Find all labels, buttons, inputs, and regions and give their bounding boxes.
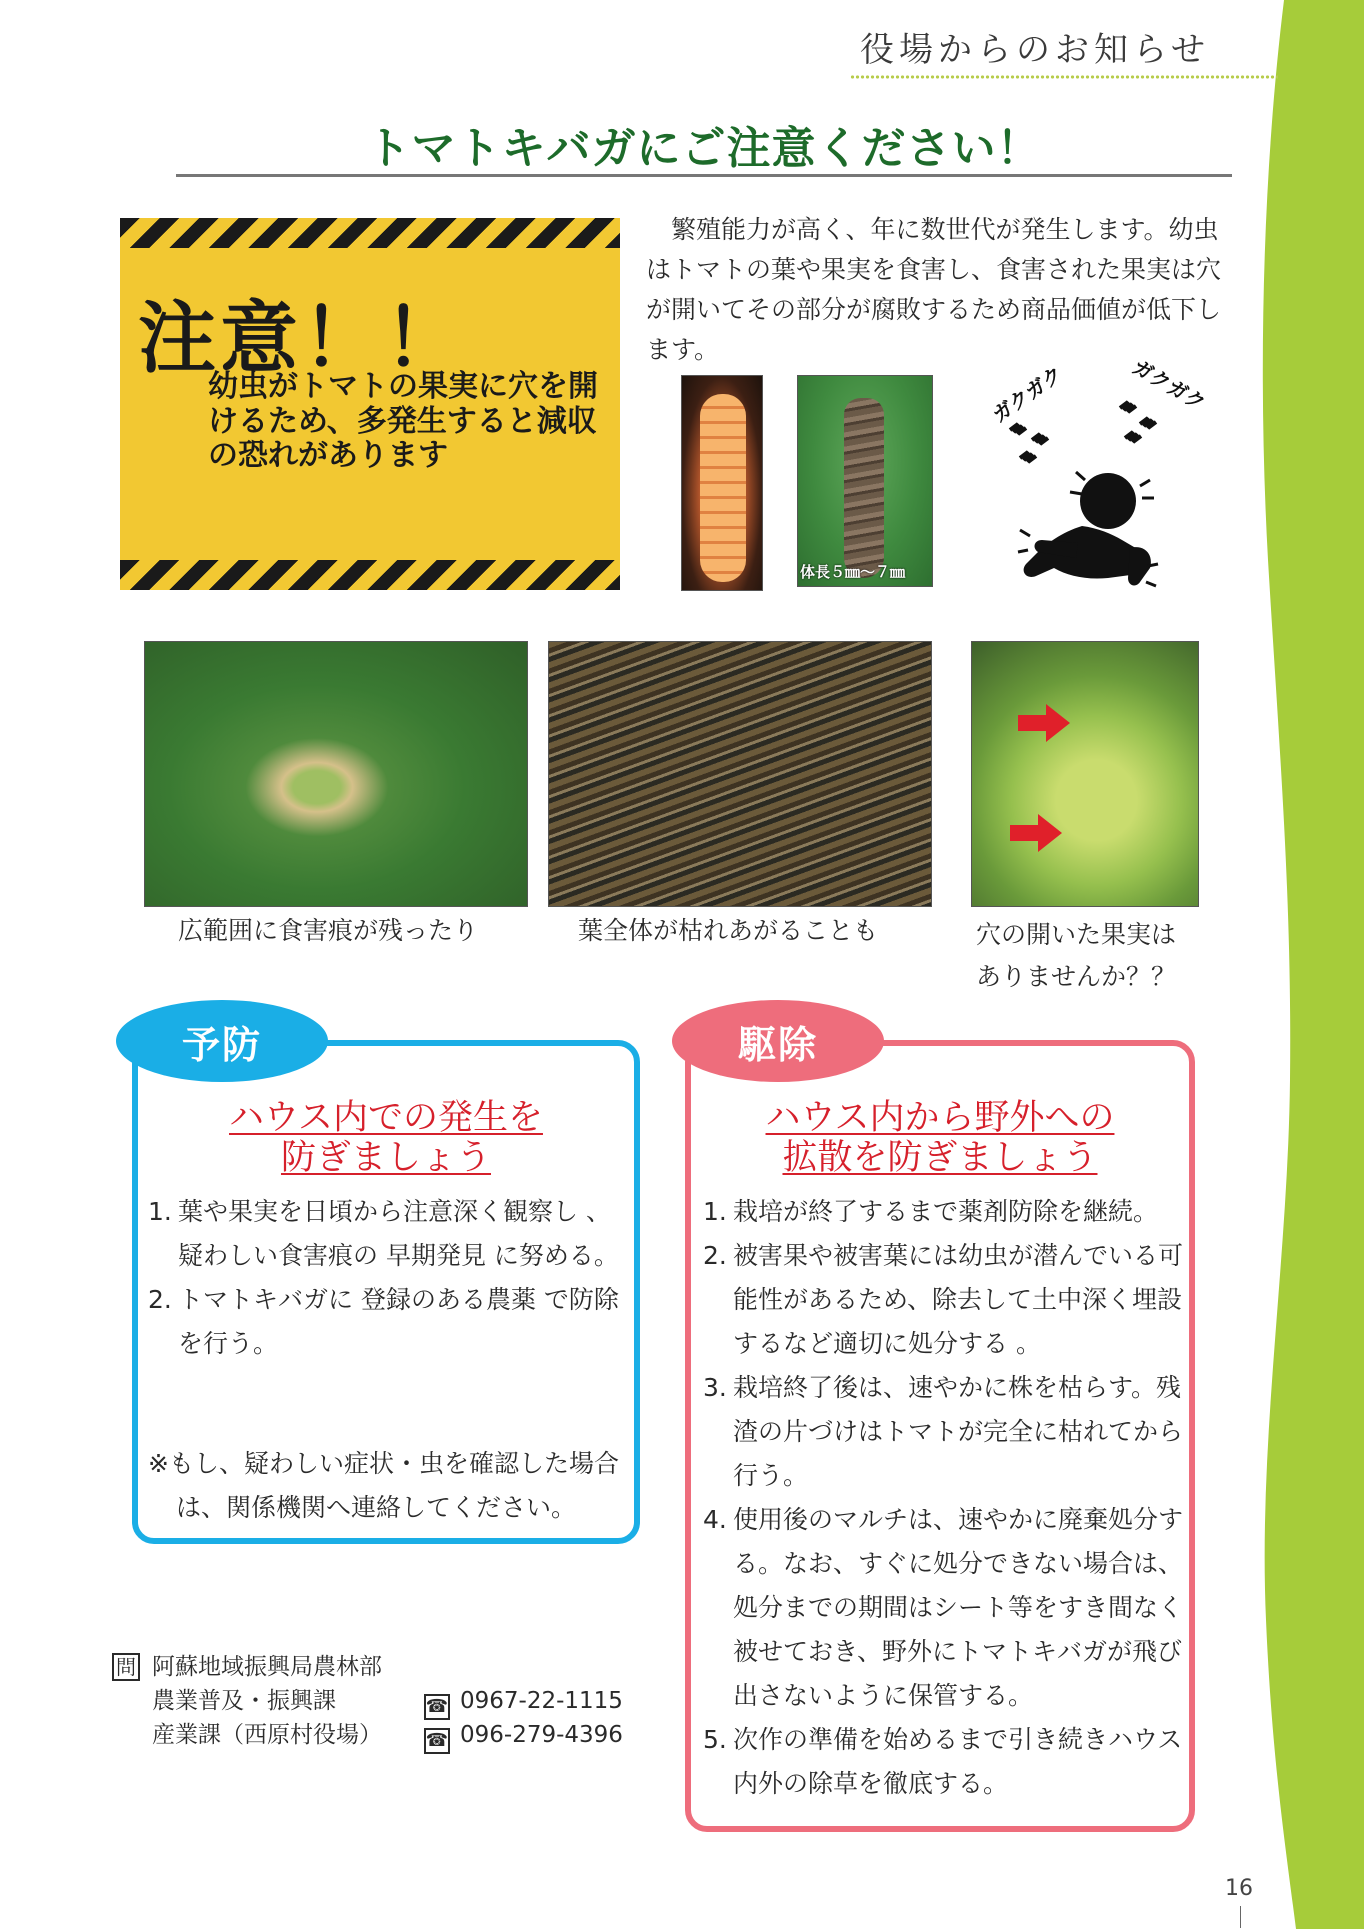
moth-photo — [797, 375, 933, 587]
contact-info — [112, 1650, 632, 1752]
withered-leaves-caption: 葉全体が枯れあがることも — [578, 916, 879, 945]
fruit-caption-line2: ありませんか？？ — [976, 962, 1177, 991]
phone-icon: ☎ — [424, 1728, 450, 1754]
contact-row — [112, 1718, 632, 1752]
sfx-left: ガクガク — [987, 361, 1068, 428]
inquiry-mark-icon: 問 — [112, 1653, 140, 1681]
extermination-heading — [700, 1098, 1180, 1178]
shaking-person-illustration — [987, 354, 1210, 593]
contact-tel-2: ☎ 096-279-4396 — [424, 1718, 623, 1752]
intro-text: 繁殖能力が高く、年に数世代が発生します。幼虫はトマトの葉や果実を食害し、食害された果実は穴が開いてその部分が腐敗するため商品価値が低下します。 — [646, 215, 1222, 364]
dotted-underline — [850, 74, 1278, 80]
prevention-heading-line2: 防ぎましょう — [280, 1138, 491, 1178]
right-tremble-marks — [1120, 402, 1156, 442]
fruit-caption-line1: 穴の開いた果実は — [976, 920, 1177, 949]
larva-body — [700, 394, 746, 582]
list-item: 3. 栽培終了後は、速やかに株を枯らす。残渣の片づけはトマトが完全に枯れてから行う。 — [703, 1373, 1184, 1490]
contact-dept-1: 農業普及・振興課 — [152, 1688, 336, 1714]
leaf-damage-photo — [144, 641, 528, 907]
title-divider — [176, 174, 1232, 177]
prevention-note: ※もし、疑わしい症状・虫を確認した場合は、関係機関へ連絡してください。 — [148, 1449, 619, 1522]
larva-photo — [681, 375, 763, 591]
caution-box — [120, 218, 620, 590]
section-header — [850, 22, 1278, 82]
red-arrow-icon — [1010, 814, 1062, 852]
section-label: 役場からのお知らせ — [860, 30, 1210, 70]
red-arrow-icon — [1018, 704, 1070, 742]
caution-heading: 注意！！ — [138, 294, 467, 384]
list-item: 2. 被害果や被害葉には幼虫が潜んでいる可能性があるため、除去して土中深く埋設するなど適切に処分する 。 — [703, 1241, 1184, 1358]
prevention-heading-line1: ハウス内での発生を — [229, 1098, 543, 1138]
caution-message: 幼虫がトマトの果実に穴を開けるため、多発生すると減収の恐れがあります — [208, 369, 598, 473]
prevention-heading — [146, 1098, 626, 1178]
list-item: 1. 栽培が終了するまで薬剤防除を継続。 — [703, 1197, 1159, 1226]
contact-dept-2: 産業課（西原村役場） — [152, 1722, 382, 1748]
extermination-list — [703, 1190, 1183, 1806]
contact-row — [112, 1684, 632, 1718]
list-item: 2. トマトキバガに 登録のある農薬 で防除を行う。 — [148, 1285, 619, 1358]
list-item: 4. 使用後のマルチは、速やかに廃棄処分する。なお、すぐに処分できない場合は、処分までの期間はシート等をすき間なく被せておき、野外にトマトキバガが飛び出さないように保管する。 — [703, 1505, 1184, 1710]
extermination-heading-line1: ハウス内から野外への — [765, 1098, 1115, 1138]
page-number-tick — [1240, 1906, 1241, 1928]
extermination-heading-line2: 拡散を防ぎましょう — [782, 1138, 1098, 1178]
damaged-fruit-caption — [976, 914, 1176, 998]
hazard-stripe-bottom — [120, 560, 620, 590]
moth-wing — [844, 398, 884, 578]
hazard-stripe-top — [120, 218, 620, 248]
withered-leaves-photo — [548, 641, 932, 907]
prevention-label: 予防 — [116, 1000, 328, 1082]
page-title: トマトキバガにご注意ください！ — [366, 123, 1042, 174]
phone-icon: ☎ — [424, 1694, 450, 1720]
page-number: 16 — [1225, 1876, 1253, 1901]
contact-org-row — [112, 1650, 632, 1684]
contact-org: 阿蘇地域振興局農林部 — [152, 1654, 382, 1680]
extermination-label: 駆除 — [672, 1000, 884, 1082]
moth-size-caption: 体長５㎜～７㎜ — [800, 563, 906, 581]
list-item: 1. 葉や果実を日頃から注意深く観察し 、疑わしい食害痕の 早期発見 に努める。 — [148, 1197, 619, 1270]
sfx-right: ガクガク — [1128, 354, 1210, 416]
left-tremble-marks — [1010, 424, 1048, 462]
damaged-fruit-photo — [971, 641, 1199, 907]
leaf-damage-caption: 広範囲に食害痕が残ったり — [178, 916, 479, 945]
shaking-person-icon — [1018, 472, 1158, 586]
prevention-list — [148, 1190, 630, 1366]
contact-tel-1: ☎ 0967-22-1115 — [424, 1684, 623, 1718]
list-item: 5. 次作の準備を始めるまで引き続きハウス内外の除草を徹底する。 — [703, 1725, 1183, 1798]
